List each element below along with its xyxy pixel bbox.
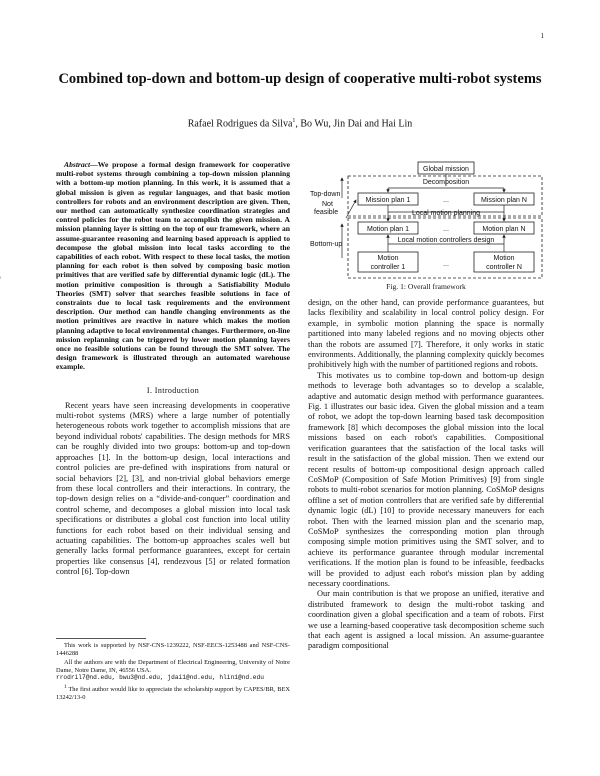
decomposition-label: Decomposition	[422, 179, 470, 186]
mission-plan-1-label: Mission plan 1	[365, 197, 411, 204]
section-heading: I. Introduction	[146, 385, 200, 395]
not-feasible-line2: feasible	[314, 209, 339, 216]
framework-figure	[308, 158, 544, 298]
arxiv-id	[0, 232, 1, 517]
motion-dots: ...	[443, 226, 449, 233]
global-mission-label: Global mission	[423, 166, 469, 173]
support-footnote: This work is supported by NSF-CNS-1239222, NSF-EECS-1253488 and NSF-CNS-1446288	[56, 642, 290, 657]
footnote-rule	[56, 638, 146, 639]
bottom-up-label: Bottom-up	[310, 241, 343, 248]
motion-controller-n-line2: controller N	[486, 264, 522, 271]
motion-plan-n-label: Motion plan N	[482, 226, 526, 233]
abstract-text: We propose a formal design framework for cooperative multi-robot systems through combining a top-down mission planning with a bottom-up motion planning. In this work, it is assumed that a global mission is given as regular languages, and that basic motion controllers for robots and an environment description are given. Then, our method can automatically synthesize coordination strategies and control policies for the robot team to accomplish the given mission. A mission planning layer is sitting on the top of our framework, where an assume-guarantee reasoning and learning based approach is applied to decompose the global mission into local tasks according to the capabilities of each robot. With respect to these local tasks, the motion planning for each robot is then solved by composing basic motion primitives that are verified safe by differential dynamic logic (dL). The motion primitive composition is through a Satisfiability Modulo Theories (SMT) solver that searches feasible solutions in face of constraints due to local task requirements and the environment description. Our method can handle changing environments as the motion primitives are reactive in nature which makes the motion planning adaptive to local environmental changes. Furthermore, on-line mission replanning can be triggered by lower motion planning layers once no feasible solutions can be found through the SMT solver. The design framework is illustrated through an automated warehouse example.	[56, 160, 290, 372]
motion-controller-1-line1: Motion	[377, 255, 399, 262]
mission-dots: ...	[443, 197, 449, 204]
emails: rrodril7@nd.edu, bwu3@nd.edu, jdai1@nd.edu, hlin1@nd.edu	[56, 674, 264, 682]
right-paragraph-3: Our main contribution is that we propose an unified, iterative and distributed framework to design the multi-robot tasking and coordination given a global specification and a team of robots. First we use a learning-based cooperative task decomposition scheme such that each agent is assigned a local mission. An assume-guarantee paradigm compositional	[308, 589, 544, 651]
right-paragraph-2: This motivates us to combine top-down and bottom-up design methods to leverage both advantages so to develop a scalable, adaptive and automatic design method with performance guarantees. Fig. 1 illustrates our basic idea. Given the global mission and a team of robot, we adopt the top-down learning based task decomposition framework [8] which decomposes the global mission into the local missions based on each robot's capabilities. Compositional verification guarantees that the satisfaction of the local tasks will result in the satisfaction of the global mission. Then we extend our recent results of bottom-up compositional design approach called CoSMoP (Composition of Safe Motion Primitives) [9] from single robots to multi-robot scenarios for motion planning. CoSMoP designs offline a set of motion controllers that are verified safe by differential dynamic logic (dL) [10] to provide necessary maneuvers for each robot. Then with the learned mission plan and the scenario map, CoSMoP synthesizes the corresponding motion plan through composing simple motion primitives using the SMT solver, and to achieve its performance guarantee through modular incremental verifications. If the motion plan is found to be infeasible, feedbacks will be provided to adjust each robot's mission plan by adding necessary coordinations.	[308, 370, 544, 588]
paper-title: Combined top-down and bottom-up design of cooperative multi-robot systems	[58, 71, 542, 87]
abstract: Abstract—We propose a formal design framework for cooperative multi-robot systems through combining a top-down mission planning with a bottom-up motion planning. In this work, it is assumed that a global mission is given as regular languages, and that basic motion controllers for robots and an environment description are given. Then, our method can automatically synthesize coordination strategies and control policies for the robot team to accomplish the given mission. A mission planning layer is sitting on the top of our framework, where an assume-guarantee reasoning and learning based approach is applied to decompose the global mission into local tasks according to the capabilities of each robot. With respect to these local tasks, the motion planning for each robot is then solved by composing basic motion primitives that are verified safe by differential dynamic logic (dL). The motion primitive composition is through a Satisfiability Modulo Theories (SMT) solver that searches feasible solutions in face of constraints due to local task requirements and the environment description. Our method can handle changing environments as the motion primitives are reactive in nature which makes the motion planning adaptive to local environmental changes. Furthermore, on-line mission replanning can be triggered by lower motion planning layers once no feasible solutions can be found through the SMT solver. The design framework is illustrated through an automated warehouse example.	[56, 160, 290, 372]
affiliation-footnote: All the authors are with the Department of Electrical Engineering, University of Notre Dame, Notre Dame, IN, 46556 USA. rrodril7@nd.edu, bwu3@nd.edu, jdai1@nd.edu, hlin1@nd.edu	[56, 659, 290, 682]
not-feasible-line1: Not	[322, 201, 333, 208]
figure-caption: Fig. 1: Overall framework	[386, 282, 466, 291]
mission-plan-n-label: Mission plan N	[481, 197, 527, 204]
scholarship-footnote: $^1$ The first author would like to appreciate the scholarship support by CAPES/BR, BEX 13242/13-0	[56, 683, 291, 701]
top-down-label: Top-down	[310, 191, 341, 198]
arxiv-stamp	[6, 165, 36, 585]
controller-dots: ...	[443, 261, 449, 268]
footnotes	[56, 638, 290, 703]
intro-paragraph: Recent years have seen increasing developments in cooperative multi-robot systems (MRS) where a large number of potentially heterogeneous robots work together to accomplish missions that are beyond individual robots' capabilities. The design methods for MRS can be roughly divided into two groups: bottom-up and top-down approaches [1]. In the bottom-up design, local interactions and control policies are pre-defined with inspirations from natural or social behaviors [2], [3], and non-trivial global behaviors emerge from these local controllers and their interactions. In contrary, the top-down design relies on a “divide-and-conquer” coordination and control scheme, and decomposes a global mission into local task specifications or distributes a global cost function into local utility functions for each robot based on their individual sensing and actuating capabilities. The bottom-up approaches scales well but generally lacks formal performance guarantees, except for certain properties like consensus [4], rendezvous [5] or related formation control [6]. Top-down	[56, 400, 290, 577]
right-column	[308, 298, 544, 652]
other-authors: , Bo Wu, Jin Dai and Hai Lin	[295, 118, 413, 130]
page-number: 1	[540, 32, 544, 40]
motion-controller-n-line1: Motion	[493, 255, 515, 262]
author-list	[56, 118, 544, 129]
motion-controller-1-line2: controller 1	[370, 264, 406, 271]
abstract-label: Abstract	[64, 160, 91, 169]
author-footnote-mark: 1	[292, 118, 296, 124]
motion-plan-1-label: Motion plan 1	[366, 226, 410, 233]
local-motion-planning-label: Local motion planning	[411, 210, 481, 217]
left-column	[56, 160, 290, 578]
right-paragraph-1: design, on the other hand, can provide performance guarantees, but lacks flexibility and scalability in local control policy design. For example, in symbolic motion planning the space is normally partitioned into many labeled regions and no moving objects other than the robots are assumed [7]. Therefore, it only works in static environments. Additionally, the planning complexity quickly becomes prohibitively high with the number of partitioned regions and robots.	[308, 298, 544, 370]
first-author: Rafael Rodrigues da Silva	[187, 118, 293, 130]
controllers-design-label: Local motion controllers design	[397, 237, 495, 244]
